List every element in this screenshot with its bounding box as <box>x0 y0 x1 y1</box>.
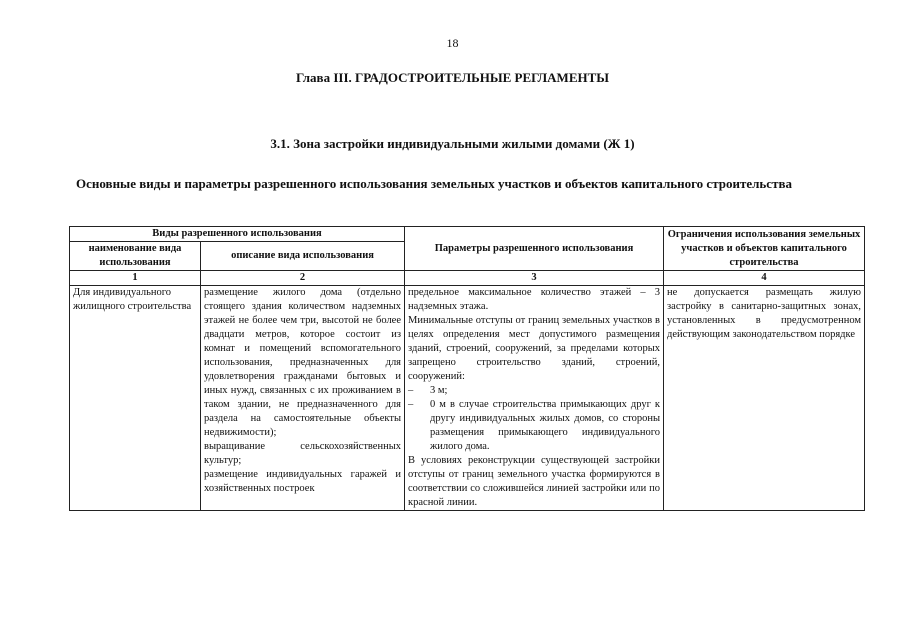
description-line: выращивание сельскохозяйственных культур; <box>204 441 402 466</box>
header-type-description: описание вида использования <box>201 242 405 271</box>
description-line: размещение индивидуальных гаражей и хозяйственных построек <box>204 469 402 494</box>
header-restrictions: Ограничения использования земельных участков и объектов капитального строительства <box>664 227 865 271</box>
setback-item-text: 3 м; <box>430 385 448 396</box>
dash-bullet: – <box>408 399 414 410</box>
parameter-reconstruction: В условиях реконструкции существующей застройки отступы от границ земельного участка формируются в соответствии со сложившейся линией застройки или по красной линии. <box>408 455 661 508</box>
column-number: 4 <box>664 271 865 286</box>
column-number: 1 <box>70 271 201 286</box>
regulations-table <box>69 226 865 511</box>
description-line: размещение жилого дома (отдельно стоящего здания количеством надземных этажей не более чем три, высотой не более двадцати метров, которое состоит из комнат и помещений вспомогательного использования, предназначенных для удовлетворения гражданами бытовых и иных нужд, связанных с их проживанием в таком здании, не предназначенного для раздела на самостоятельные объекты недвижимости); <box>204 287 402 438</box>
parameter-floors: предельное максимальное количество этажей – 3 надземных этажа. <box>408 287 661 312</box>
page-number: 18 <box>446 36 459 50</box>
column-number: 2 <box>201 271 405 286</box>
use-type-name-cell <box>70 286 201 511</box>
header-group-types: Виды разрешенного использования <box>70 227 405 242</box>
dash-bullet: – <box>408 385 414 396</box>
setback-item <box>408 384 660 398</box>
table-row <box>70 286 865 511</box>
header-type-name: наименование вида использования <box>70 242 201 271</box>
restrictions-cell <box>664 286 865 511</box>
restrictions-text: не допускается размещать жилую застройку в санитарно-защитных зонах, установленных в предусмотренном действующим законодательством порядке <box>667 287 862 340</box>
column-number-row <box>70 271 865 286</box>
table-caption: Основные виды и параметры разрешенного использования земельных участков и объектов капитального строительства <box>76 176 792 191</box>
use-type-description-cell <box>201 286 405 511</box>
header-parameters: Параметры разрешенного использования <box>405 227 664 271</box>
setback-item <box>408 398 660 454</box>
section-title: 3.1. Зона застройки индивидуальными жилыми домами (Ж 1) <box>270 136 635 151</box>
parameters-cell <box>405 286 664 511</box>
setback-item-text: 0 м в случае строительства примыкающих друг к другу индивидуальных жилых домов, со стороны размещения примыкающего индивидуального жилого дома. <box>430 399 661 452</box>
header-row-1 <box>70 227 865 242</box>
chapter-title: Глава III. ГРАДОСТРОИТЕЛЬНЫЕ РЕГЛАМЕНТЫ <box>295 70 610 85</box>
parameter-setbacks: Минимальные отступы от границ земельных участков в целях определения мест допустимого размещения зданий, строений, сооружений, за пределами которых запрещено строительство зданий, строений, сооружений: <box>408 315 661 382</box>
column-number: 3 <box>405 271 664 286</box>
use-type-name: Для индивидуального жилищного строительства <box>73 287 192 312</box>
